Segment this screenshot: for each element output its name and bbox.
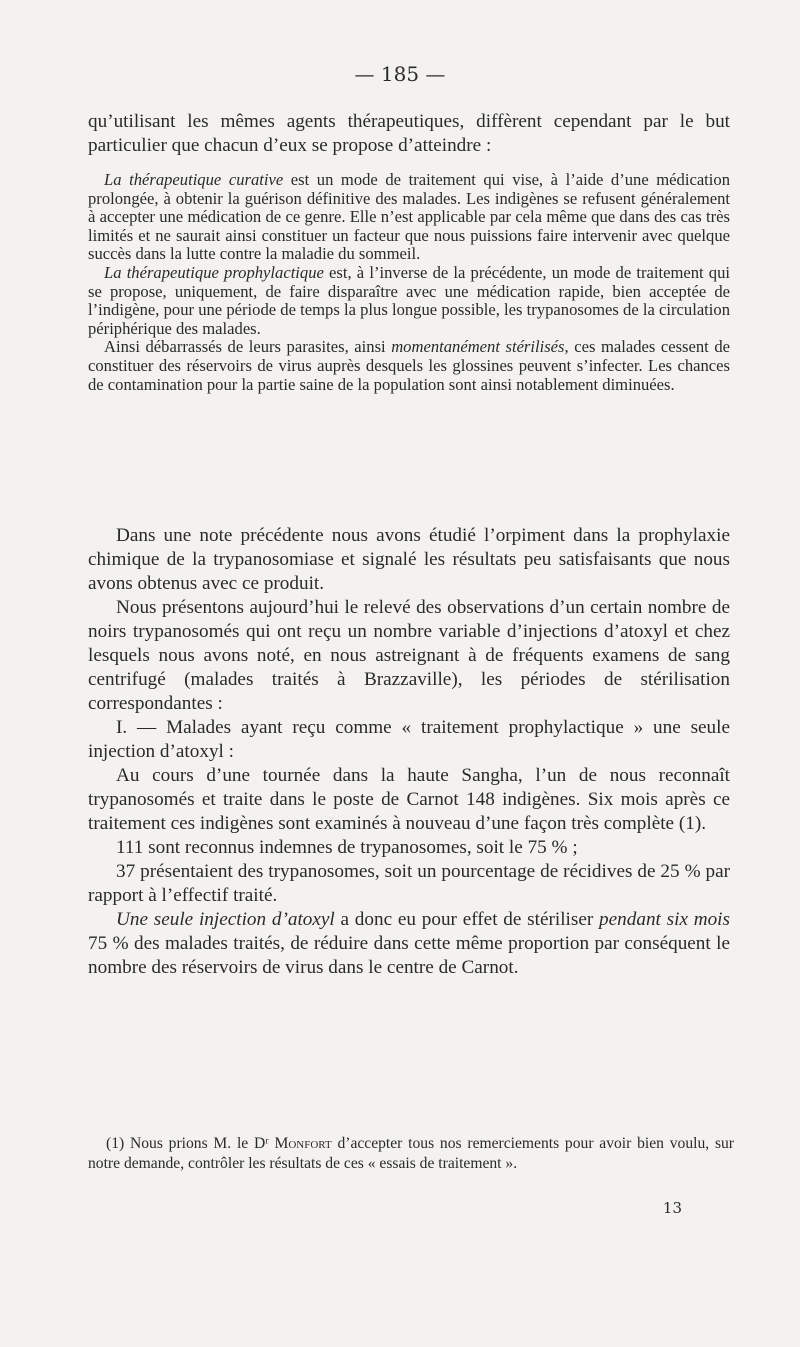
footnote (88, 1134, 734, 1174)
footnote-name: Monfort (274, 1135, 332, 1152)
curative-paragraph (88, 171, 730, 264)
footnote-before: (1) Nous prions M. le Dʳ (106, 1135, 275, 1152)
note-paragraph: Dans une note précédente nous avons étudié l’orpiment dans la prophylaxie chimique de la trypanosomiase et signalé les résultats peu satisfaisants que nous avons obtenus avec ce produit. (88, 525, 730, 594)
intro-paragraph: qu’utilisant les mêmes agents thérapeutiques, diffèrent cependant par le but particulier que chacun d’eux se propose d’atteindre : (88, 111, 730, 156)
result-two: 37 présentaient des trypanosomes, soit un pourcentage de récidives de 25 % par rapport à l’effectif traité. (88, 861, 730, 906)
sterilized-paragraph (88, 338, 730, 394)
tour-paragraph: Au cours d’une tournée dans la haute Sangha, l’un de nous reconnaît trypanosomés et traite dans le poste de Carnot 148 indigènes. Six mois après ce traitement ces indigènes sont examinés à nouveau d’une façon très complète (1). (88, 765, 730, 834)
conclusion-emphasis-1: Une seule injection d’atoxyl (116, 909, 335, 930)
result-one: 111 sont reconnus indemnes de trypanosomes, soit le 75 % ; (116, 837, 578, 858)
footnote-after: d’accepter tous nos remerciements pour avoir bien voulu, sur notre demande, contrôler les résultats de ces « essais de traitement ». (88, 1135, 735, 1172)
page-number: — 185 — (354, 62, 446, 86)
footnote-text (88, 1134, 734, 1174)
sterilized-emphasis: momentanément stérilisés (391, 337, 565, 357)
definitions-block (88, 171, 730, 394)
curative-text: est un mode de traitement qui vise, à l’aide d’une médication prolongée, à obtenir la guérison définitive des malades. Les indigènes se refusent généralement à accepter une médication de ce genre. Elle n’est applicable par cela même que dans des cas très limités et ne saurait ainsi constituer un facteur que nous puissions faire intervenir avec quelque succès dans la lutte contre la maladie du sommeil. (88, 170, 730, 264)
intro-block (88, 110, 730, 158)
conclusion-emphasis-2: pendant six mois (599, 909, 730, 930)
conclusion-text-1: a donc eu pour effet de stériliser (334, 909, 600, 930)
main-text-block (88, 524, 730, 980)
sterilized-text-after: , ces malades cessent de constituer des réservoirs de virus auprès desquels les glossines peuvent s’infecter. Les chances de contamination pour la partie saine de la population sont ainsi notablement diminuées. (88, 337, 730, 394)
section-one-heading: I. — Malades ayant reçu comme « traitement prophylactique » une seule injection d’atoxyl : (88, 717, 730, 762)
prophylactic-text: est, à l’inverse de la précédente, un mode de traitement qui se propose, uniquement, de faire disparaître avec une médication rapide, bien acceptée de l’indigène, pour une période de temps la plus longue possible, les trypanosomes de la circulation périphérique des malades. (88, 262, 730, 338)
prophylactic-term: La thérapeutique prophylactique (104, 262, 324, 282)
present-paragraph: Nous présentons aujourd’hui le relevé des observations d’un certain nombre de noirs trypanosomés qui ont reçu un nombre variable d’injections d’atoxyl et chez lesquels nous avons noté, en nous astreignant à de fréquents examens de sang centrifugé (malades traités à Brazzaville), les périodes de stérilisation correspondantes : (88, 597, 730, 714)
conclusion-paragraph (88, 908, 730, 980)
curative-term: La thérapeutique curative (104, 170, 284, 189)
signature-mark: 13 (662, 1199, 682, 1217)
sterilized-text-before: Ainsi débarrassés de leurs parasites, ainsi (104, 337, 392, 357)
conclusion-text-2: 75 % des malades traités, de réduire dans cette même proportion par conséquent le nombre des réservoirs de virus dans le centre de Carnot. (88, 933, 730, 978)
prophylactic-paragraph (88, 264, 730, 338)
